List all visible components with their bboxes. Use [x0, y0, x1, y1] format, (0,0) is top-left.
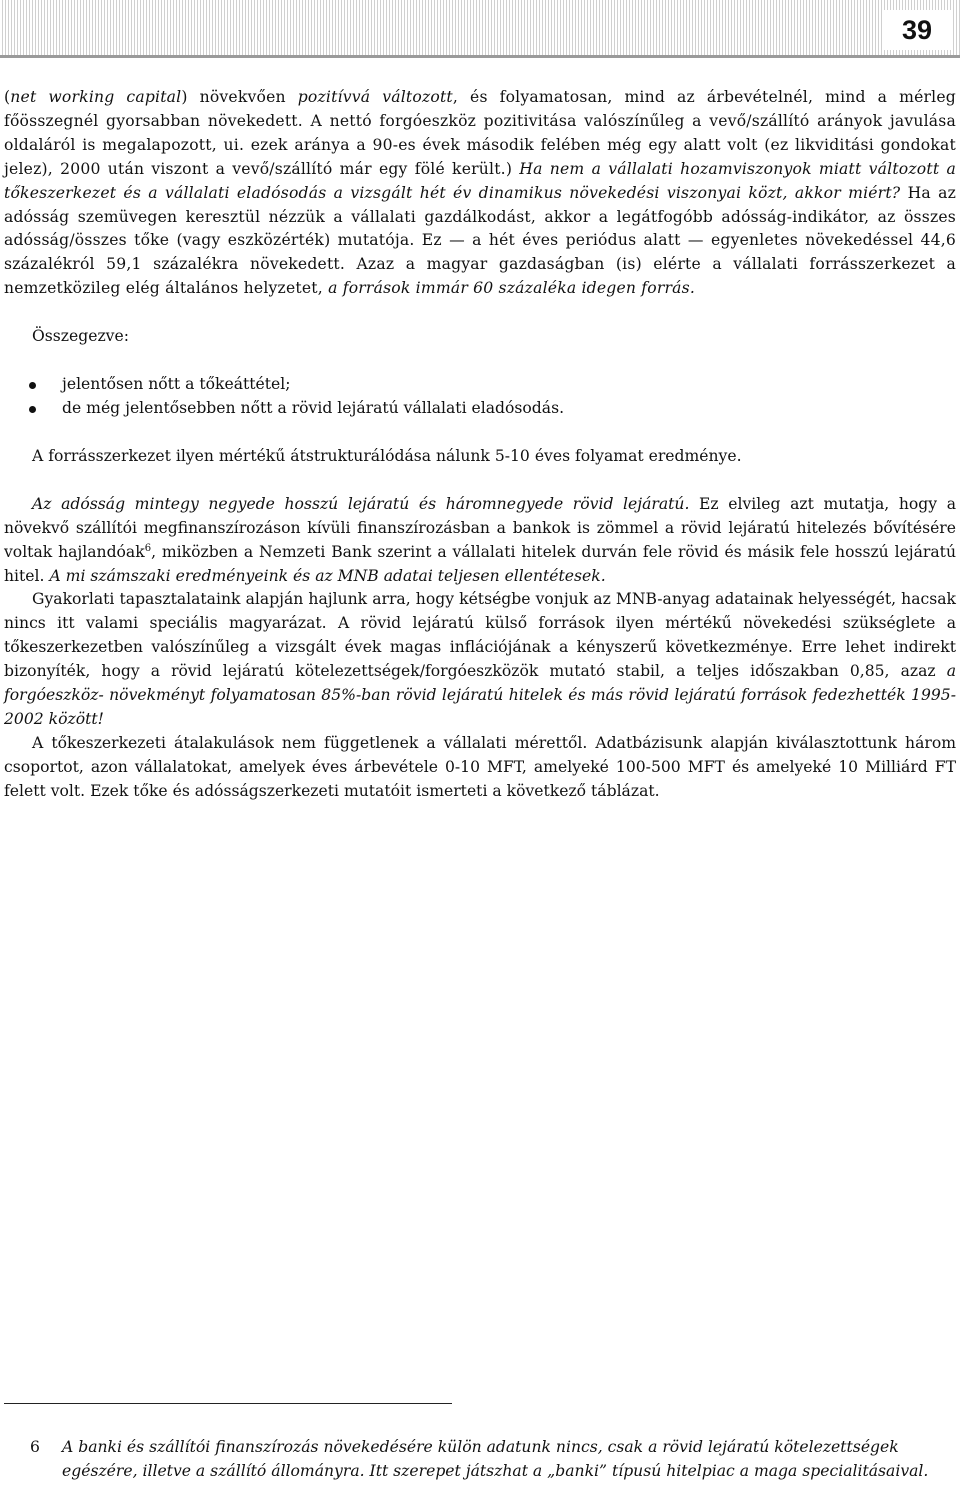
list-item: jelentősen nőtt a tőkeáttétel;: [4, 373, 956, 397]
text-span: Gyakorlati tapasztalataink alapján hajlunk arra, hogy kétségbe vonjuk az MNB-anyag adatainak helyességét, hacsak nincs itt valami speciális magyarázat. A rövid lejáratú külső források ilyen mértékű növekedési szükséglete a tőkeszerkezetben valószínűleg a vizsgált évek magas inflációjának a kényszerű következménye. Erre lehet indirekt bizonyíték, hogy a rövid lejáratú kötelezettségek/forgóeszközök mutató stabil, a teljes időszakban 0,85, azaz: [4, 590, 956, 681]
text-span: ) növekvően: [181, 88, 298, 106]
paragraph-working-capital: [4, 86, 956, 301]
text-span: , és folyamatosan, mind az árbevételnél, mind a mérleg főösszegnél gyorsabban növekedett. A nettó forgóeszköz pozitivitása valószínűleg a vevő/szállító arányok javulása oldaláról is megalapozott, ui. ezek aránya a 90-es évek második felében még egy alatt volt (ez likviditási gondokat jelez), 2000 után viszont a vevő/szállító már egy fölé került.): [4, 88, 956, 178]
footnote-text: A banki és szállítói finanszírozás növekedésére külön adatunk nincs, csak a rövid lejáratú kötelezettségek egészére, illetve a szállító állományra. Itt szerepet játszhat a „banki” típusú hitelpiac a maga specialitásaival.: [62, 1438, 929, 1480]
paragraph-capital-structure: A tőkeszerkezeti átalakulások nem függetlenek a vállalati mérettől. Adatbázisunk alapján kiválasztottunk három csoportot, azon vállalatokat, amelyek éves árbevétele 0-10 MFT, amelyeké 100-500 MFT és amelyeké 10 Milliárd FT felett volt. Ezek tőke és adósságszerkezeti mutatóit ismerteti a következő táblázat.: [4, 733, 956, 800]
emphasis-question: Ha nem a vállalati hozamviszonyok miatt változott a tőkeszerkezet és a vállalati eladósodás a vizsgált hét év dinamikus növekedési viszonyai közt, akkor miért?: [4, 159, 956, 202]
page-number: 39: [882, 10, 952, 50]
text-span: Ez elvileg azt mutatja, hogy a növekvő szállítói megfinanszírozáson kívüli finanszírozásban a bankok is zömmel a rövid lejáratú hitelezés bővítésére voltak hajlandóak: [4, 494, 956, 561]
emphasis-text: A mi számszaki eredményeink és az MNB adatai teljesen ellentétesek.: [49, 566, 606, 585]
paragraph-practice: [4, 588, 956, 731]
page-body: [4, 86, 956, 804]
emphasis-text: net working capital: [10, 88, 182, 106]
text-span: Ha az adósság szemüvegen keresztül nézzük a vállalati gazdálkodást, akkor a legátfogóbb adósság-indikátor, az összes adósság/összes tőke (vagy eszközérték) mutatója. Ez — a hét éves periódus alatt — egyenletes növekedéssel 44,6 százalékról 59,1 százalékra növekedett. Azaz a magyar gazdaságban (is) elérte a vállalati forrásszerkezet a nemzetközileg elég általános helyzetet,: [4, 183, 956, 298]
list-item: de még jelentősebben nőtt a rövid lejáratú vállalati eladósodás.: [4, 397, 956, 421]
footnote-divider: [4, 1403, 452, 1404]
paragraph-debt-maturity: [4, 493, 956, 589]
footnote: [4, 1435, 956, 1483]
footnote-reference[interactable]: 6: [144, 542, 152, 554]
summary-bullet-list: [4, 373, 956, 421]
emphasis-text: Az adósság mintegy negyede hosszú lejáratú és háromnegyede rövid lejáratú.: [32, 494, 690, 513]
emphasis-text: a forgóeszköz- növekményt folyamatosan 85%-ban rövid lejáratú hitelek és más rövid lejáratú források fedezhették 1995-2002 között!: [4, 662, 956, 728]
emphasis-text: pozitívvá változott: [297, 88, 453, 106]
emphasis-text: a források immár 60 százaléka idegen forrás.: [328, 279, 696, 298]
header-band: [0, 0, 960, 58]
paragraph-restructure: A forrásszerkezet ilyen mértékű átstrukturálódása nálunk 5-10 éves folyamat eredménye.: [32, 446, 742, 465]
summary-heading: Összegezve:: [32, 327, 129, 346]
text-span: , miközben a Nemzeti Bank szerint a vállalati hitelek durván fele rövid és másik fele hosszú lejáratú hitel.: [4, 542, 956, 585]
footnote-number: 6: [30, 1438, 40, 1456]
text-span: (: [4, 88, 11, 106]
